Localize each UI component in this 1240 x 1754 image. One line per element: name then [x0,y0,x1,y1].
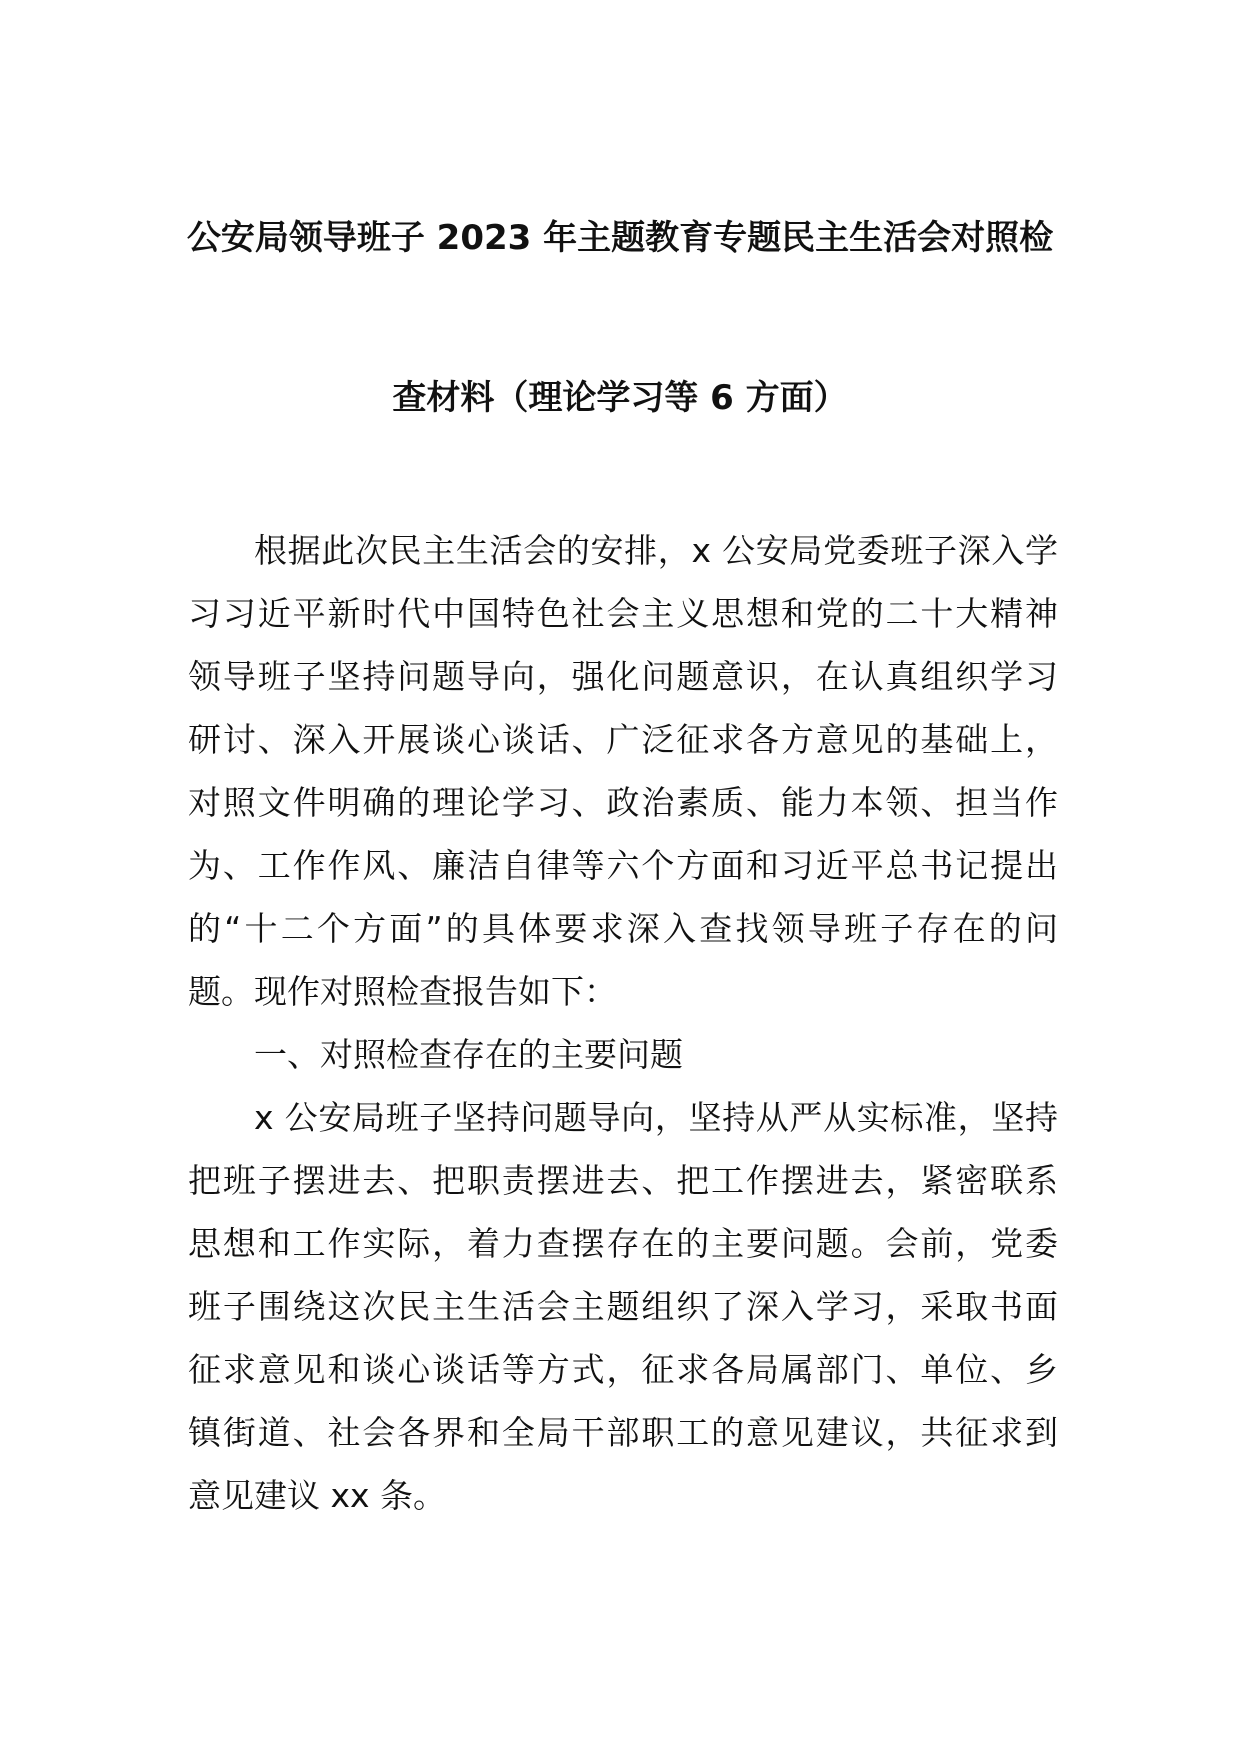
text-line: 研讨、深入开展谈心谈话、广泛征求各方意见的基础上， [188,720,1058,759]
text-line: 镇街道、社会各界和全局干部职工的意见建议，共征求到 [188,1413,1058,1452]
text-line: 把班子摆进去、把职责摆进去、把工作摆进去，紧密联系 [188,1161,1058,1200]
document-title-line-1: 公安局领导班子 2023 年主题教育专题民主生活会对照检 [186,218,1054,258]
text-line: 领导班子坚持问题导向，强化问题意识，在认真组织学习 [188,657,1058,696]
section-heading: 一、对照检查存在的主要问题 [254,1035,683,1074]
text-line: 思想和工作实际，着力查摆存在的主要问题。会前，党委 [188,1224,1058,1263]
text-line: x 公安局班子坚持问题导向，坚持从严从实标准，坚持 [254,1098,1058,1137]
document-title-line-2: 查材料（理论学习等 6 方面） [392,378,848,418]
text-line: 对照文件明确的理论学习、政治素质、能力本领、担当作 [188,783,1058,822]
text-line: 为、工作作风、廉洁自律等六个方面和习近平总书记提出 [188,846,1058,885]
text-line: 的“十二个方面”的具体要求深入查找领导班子存在的问 [188,909,1058,948]
text-line: 根据此次民主生活会的安排，x 公安局党委班子深入学 [254,531,1058,570]
text-line: 题。现作对照检查报告如下： [188,972,617,1011]
text-line: 班子围绕这次民主生活会主题组织了深入学习，采取书面 [188,1287,1058,1326]
text-line: 习习近平新时代中国特色社会主义思想和党的二十大精神 [188,594,1058,633]
text-line: 征求意见和谈心谈话等方式，征求各局属部门、单位、乡 [188,1350,1058,1389]
text-line: 意见建议 xx 条。 [188,1476,447,1515]
